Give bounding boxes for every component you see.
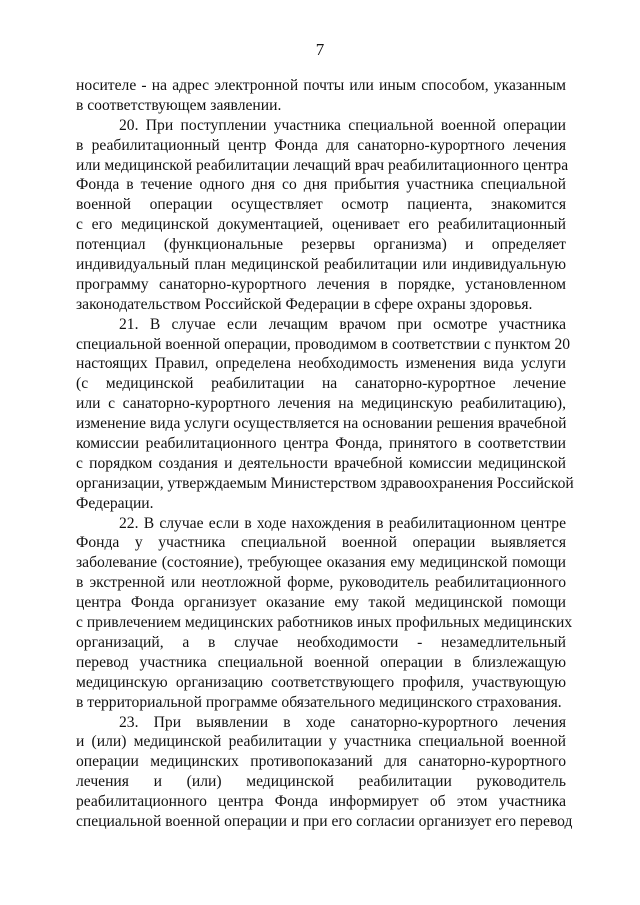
text-line: комиссии реабилитационного центра Фонда, принятого в соответствии — [76, 435, 566, 453]
text-line: медицинскую организацию соответствующего профиля, участвующую — [76, 673, 566, 691]
text-line: реабилитационного центра Фонда информирует об этом участника — [76, 793, 566, 811]
text-line: потенциал (функциональные резервы организма) и определяет — [76, 236, 566, 254]
text-line: в реабилитационный центр Фонда для санаторно-курортного лечения — [76, 136, 566, 154]
text-line: в экстренной или неотложной форме, руководитель реабилитационного — [76, 574, 566, 592]
text-line: с его медицинской документацией, оценивает его реабилитационный — [76, 216, 566, 234]
text-line: или с санаторно-курортного лечения на медицинскую реабилитацию), — [76, 395, 566, 413]
document-body — [76, 76, 574, 832]
text-line: законодательством Российской Федерации в сфере охраны здоровья. — [76, 295, 533, 313]
page-number: 7 — [315, 40, 325, 59]
text-line: Федерации. — [76, 494, 154, 512]
text-line: с привлечением медицинских работников иных профильных медицинских — [76, 614, 573, 632]
text-line: Фонда у участника специальной военной операции выявляется — [76, 534, 566, 552]
text-line: специальной военной операции и при его согласии организует его перевод — [76, 812, 573, 830]
text-line: носителе - на адрес электронной почты или иным способом, указанным — [76, 77, 566, 94]
text-line: 21. В случае если лечащим врачом при осмотре участника — [119, 315, 566, 333]
text-line: организации, утверждаемым Министерством здравоохранения Российской — [76, 474, 574, 492]
text-line: с порядком создания и деятельности врачебной комиссии медицинской — [76, 454, 566, 472]
text-line: операции медицинских противопоказаний для санаторно-курортного — [76, 753, 566, 771]
text-line: и (или) медицинской реабилитации у участника специальной военной — [76, 733, 566, 751]
text-line: настоящих Правил, определена необходимость изменения вида услуги — [76, 355, 566, 373]
text-line: заболевание (состояние), требующее оказания ему медицинской помощи — [76, 554, 566, 572]
text-line: Фонда в течение одного дня со дня прибытия участника специальной — [76, 176, 566, 194]
text-line: программу санаторно-курортного лечения в порядке, установленном — [76, 275, 566, 293]
text-line: в соответствующем заявлении. — [76, 96, 282, 114]
text-line: специальной военной операции, проводимом в соответствии с пунктом 20 — [76, 335, 571, 353]
text-line: индивидуальный план медицинской реабилитации или индивидуальную — [76, 256, 566, 274]
text-line: лечения и (или) медицинской реабилитации руководитель — [76, 773, 566, 791]
text-line: изменение вида услуги осуществляется на основании решения врачебной — [76, 415, 567, 433]
text-line: 20. При поступлении участника специальной военной операции — [119, 116, 566, 134]
text-line: 23. При выявлении в ходе санаторно-курортного лечения — [119, 713, 566, 731]
text-line: перевод участника специальной военной операции в близлежащую — [76, 653, 566, 671]
text-line: центра Фонда организует оказание ему такой медицинской помощи — [76, 594, 566, 612]
text-line: в территориальной программе обязательного медицинского страхования. — [76, 693, 562, 711]
text-line: (с медицинской реабилитации на санаторно-курортное лечение — [76, 375, 566, 393]
text-line: военной операции осуществляет осмотр пациента, знакомится — [76, 196, 566, 214]
text-line: организаций, а в случае необходимости - незамедлительный — [76, 633, 566, 651]
text-line: или медицинской реабилитации лечащий врач реабилитационного центра — [76, 156, 569, 174]
text-line: 22. В случае если в ходе нахождения в реабилитационном центре — [119, 514, 566, 532]
